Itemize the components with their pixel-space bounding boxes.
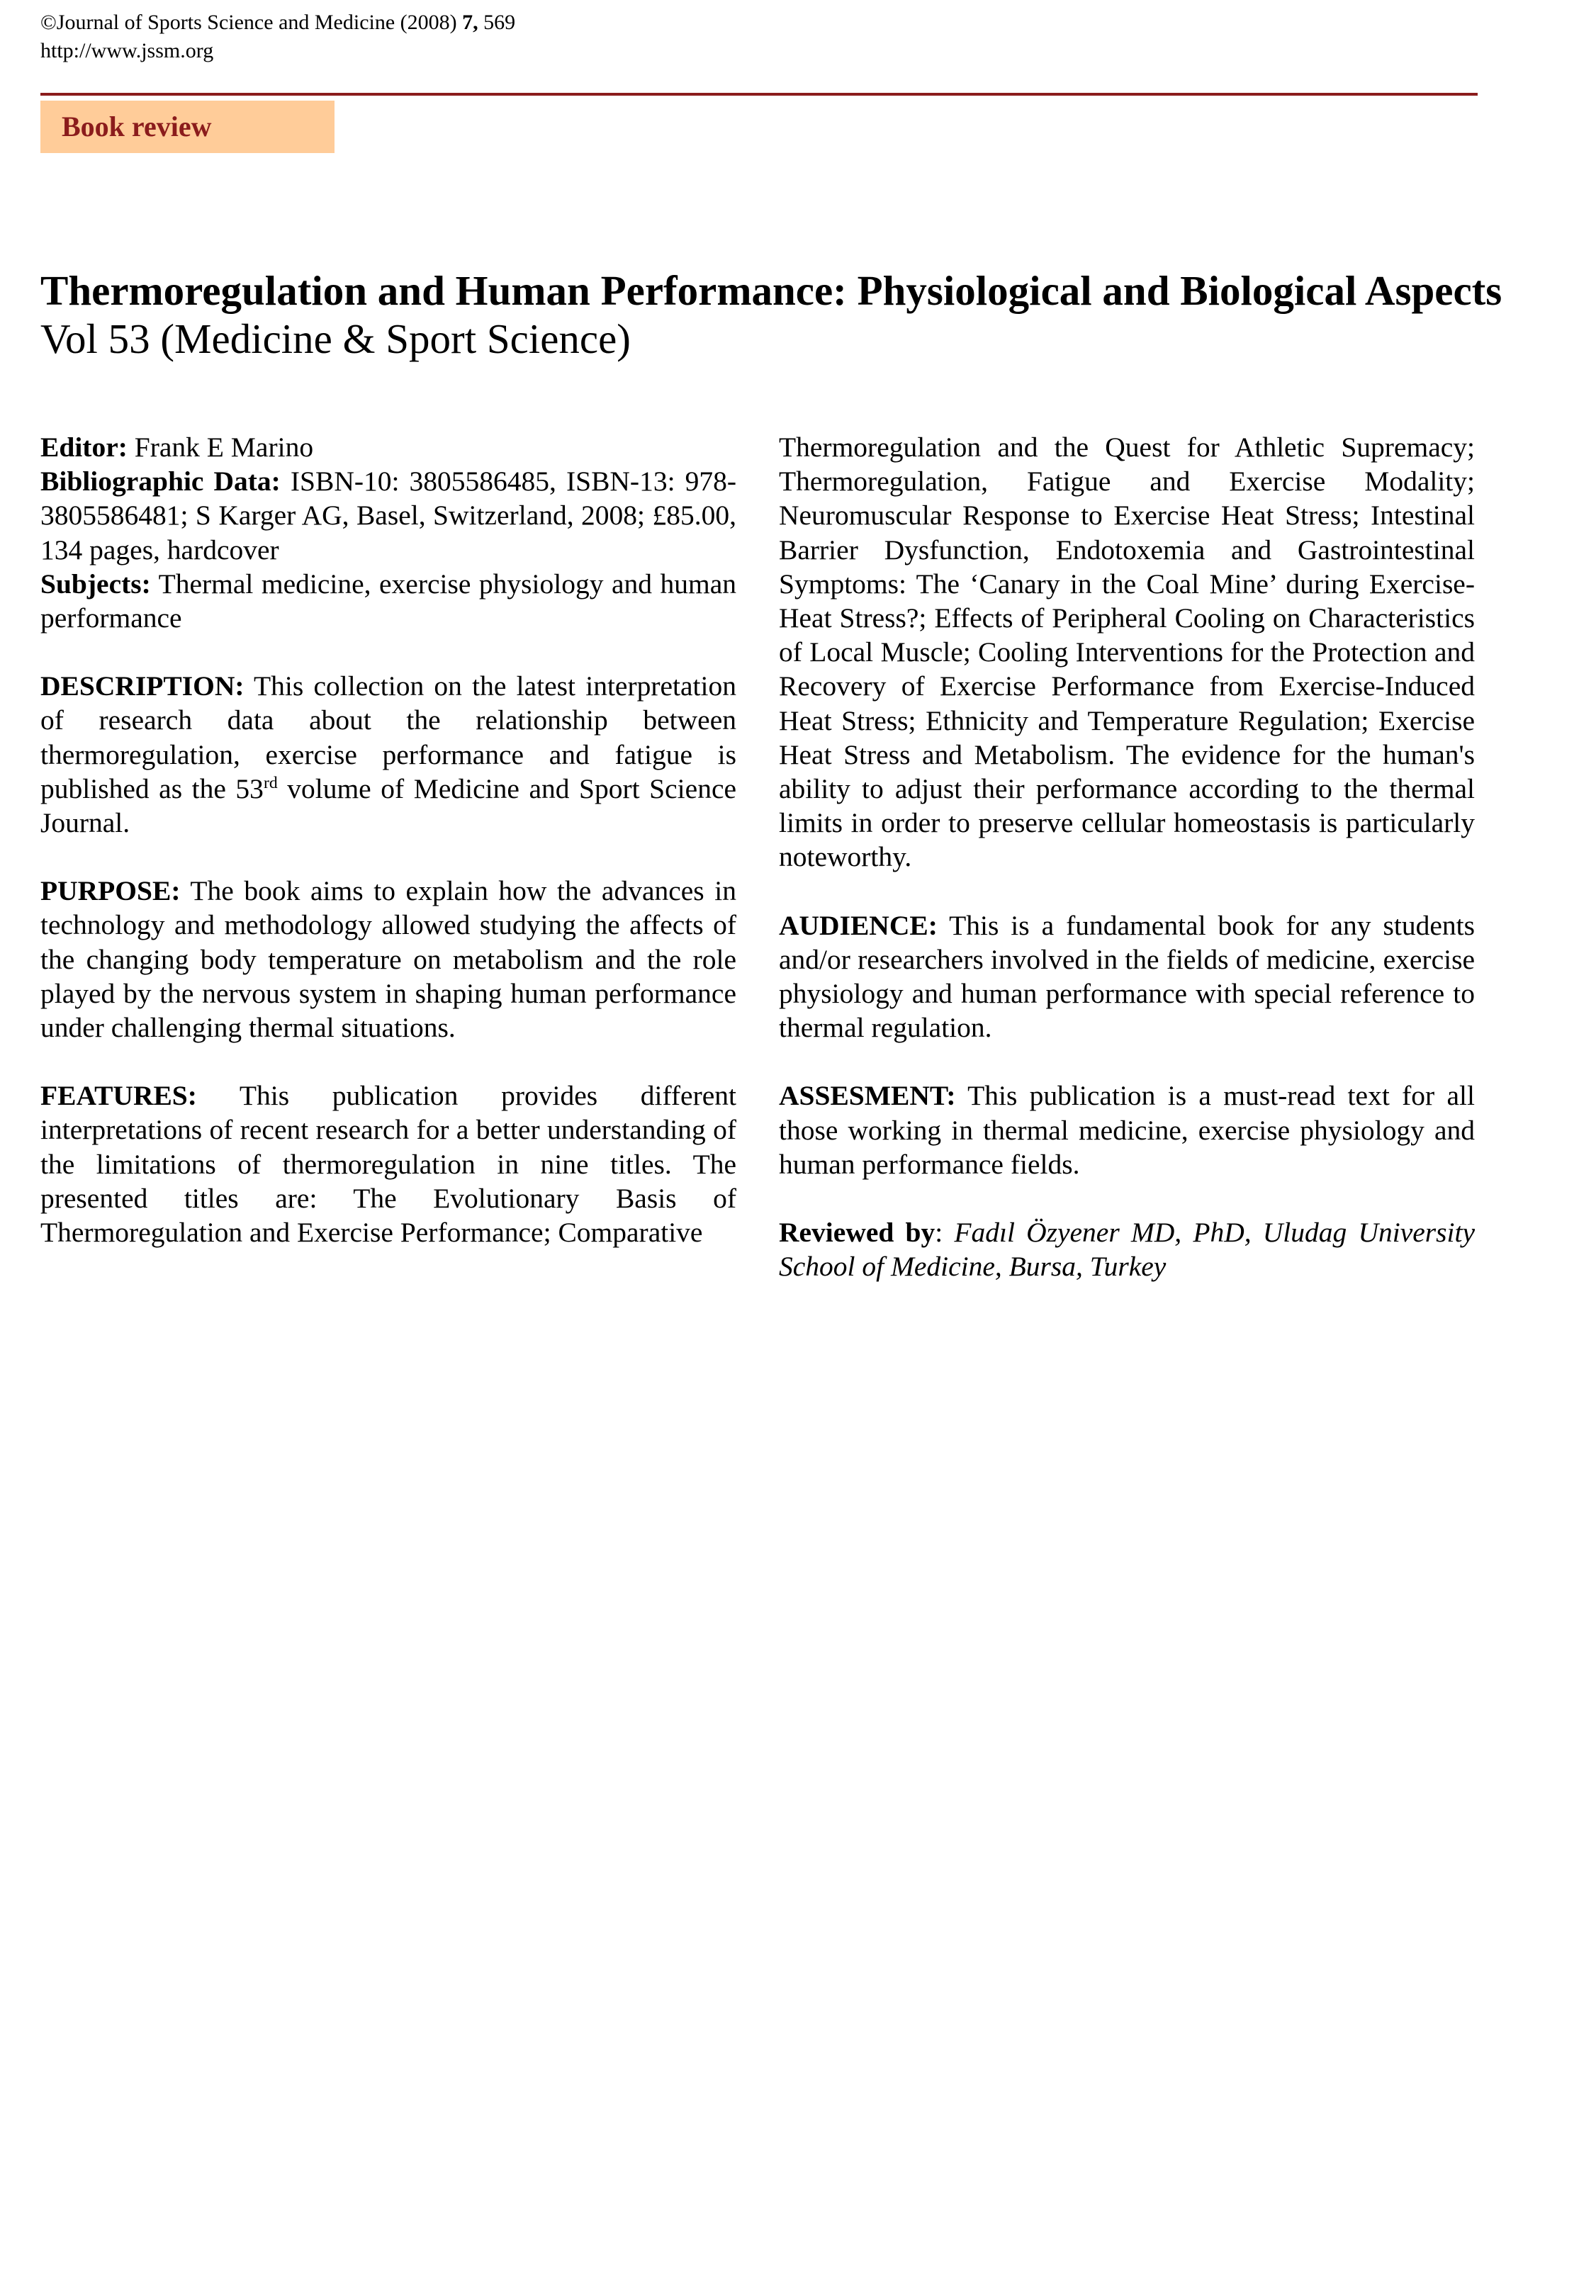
section-badge: Book review: [40, 101, 335, 153]
purpose-text: The book aims to explain how the advances in technology and methodology allowed studying the affects of the changing body temperature on metabolism and the role played by the nervous system in shaping human performance under challenging thermal situations.: [40, 875, 736, 1044]
description-superscript: rd: [263, 773, 278, 792]
reviewer-colon: :: [935, 1217, 955, 1249]
assessment-label: ASSESMENT:: [779, 1080, 956, 1112]
journal-page: 569: [478, 11, 516, 34]
editor-line: [40, 430, 736, 464]
article-title: Thermoregulation and Human Performance: Physiological and Biological Aspects: [40, 267, 1502, 314]
journal-citation: [40, 10, 515, 35]
article-subtitle: Vol 53 (Medicine & Sport Science): [40, 315, 631, 362]
reviewer-name: Fadıl Özyener MD, PhD, Uludag University School of Medicine, Bursa, Turkey: [779, 1217, 1475, 1283]
description-paragraph: [40, 669, 736, 840]
assessment-text: This publication is a must-read text for all those working in thermal medicine, exercise physiology and human performance fields.: [779, 1080, 1475, 1180]
description-text-end: volume of Medicine and Sport Science Journal.: [40, 772, 737, 839]
bibliographic-data: [40, 464, 736, 567]
purpose-label: PURPOSE:: [40, 875, 181, 907]
journal-url[interactable]: http://www.jssm.org: [40, 39, 214, 62]
assessment-paragraph: [779, 1079, 1475, 1181]
bibliographic-label: Bibliographic Data:: [40, 466, 281, 497]
features-text: This publication provides different interpretations of recent research for a better understanding of the limitations of thermoregulation in nine titles. The presented titles are: The Evolutionary Basis of Thermoregulation and Exercise Performance; Comparative: [40, 1080, 736, 1249]
editor-label: Editor:: [40, 432, 128, 463]
reviewer-label: Reviewed by: [779, 1217, 935, 1249]
journal-volume: 7,: [462, 11, 478, 34]
left-column: [40, 430, 736, 1249]
audience-paragraph: [779, 908, 1475, 1045]
journal-name: ©Journal of Sports Science and Medicine (2008): [40, 11, 463, 34]
description-label: DESCRIPTION:: [40, 670, 245, 702]
reviewer-line: [779, 1215, 1475, 1283]
audience-label: AUDIENCE:: [779, 909, 938, 941]
subjects-value: Thermal medicine, exercise physiology and human performance: [40, 568, 736, 634]
features-continuation: Thermoregulation and the Quest for Athletic Supremacy; Thermoregulation, Fatigue and Exercise Modality; Neuromuscular Response to Exercise Heat Stress; Intestinal Barrier Dysfunction, Endotoxemia and Gastrointestinal Symptoms: The ‘Canary in the Coal Mine’ during Exercise-Heat Stress?; Effects of Peripheral Cooling on Characteristics of Local Muscle; Cooling Interventions for the Protection and Recovery of Exercise Performance from Exercise-Induced Heat Stress; Ethnicity and Temperature Regulation; Exercise Heat Stress and Metabolism. The evidence for the human's ability to adjust their performance according to the thermal limits in order to preserve cellular homeostasis is particularly noteworthy.: [779, 432, 1475, 873]
right-column: [779, 430, 1475, 1283]
header-divider: [40, 93, 1478, 96]
features-paragraph: [40, 1079, 736, 1249]
subjects: [40, 567, 736, 635]
description-text: This collection on the latest interpretation of research data about the relationship between thermoregulation, exercise performance and fatigue is published as the 53: [40, 670, 736, 804]
purpose-paragraph: [40, 874, 736, 1045]
bibliographic-value: ISBN-10: 3805586485, ISBN-13: 978-3805586481; S Karger AG, Basel, Switzerland, 2008; £85.00, 134 pages, hardcover: [40, 466, 737, 565]
features-label: FEATURES:: [40, 1080, 197, 1112]
subjects-label: Subjects:: [40, 568, 151, 600]
audience-text: This is a fundamental book for any students and/or researchers involved in the fields of medicine, exercise physiology and human performance with special reference to thermal regulation.: [779, 909, 1475, 1044]
editor-value: Frank E Marino: [127, 432, 314, 463]
